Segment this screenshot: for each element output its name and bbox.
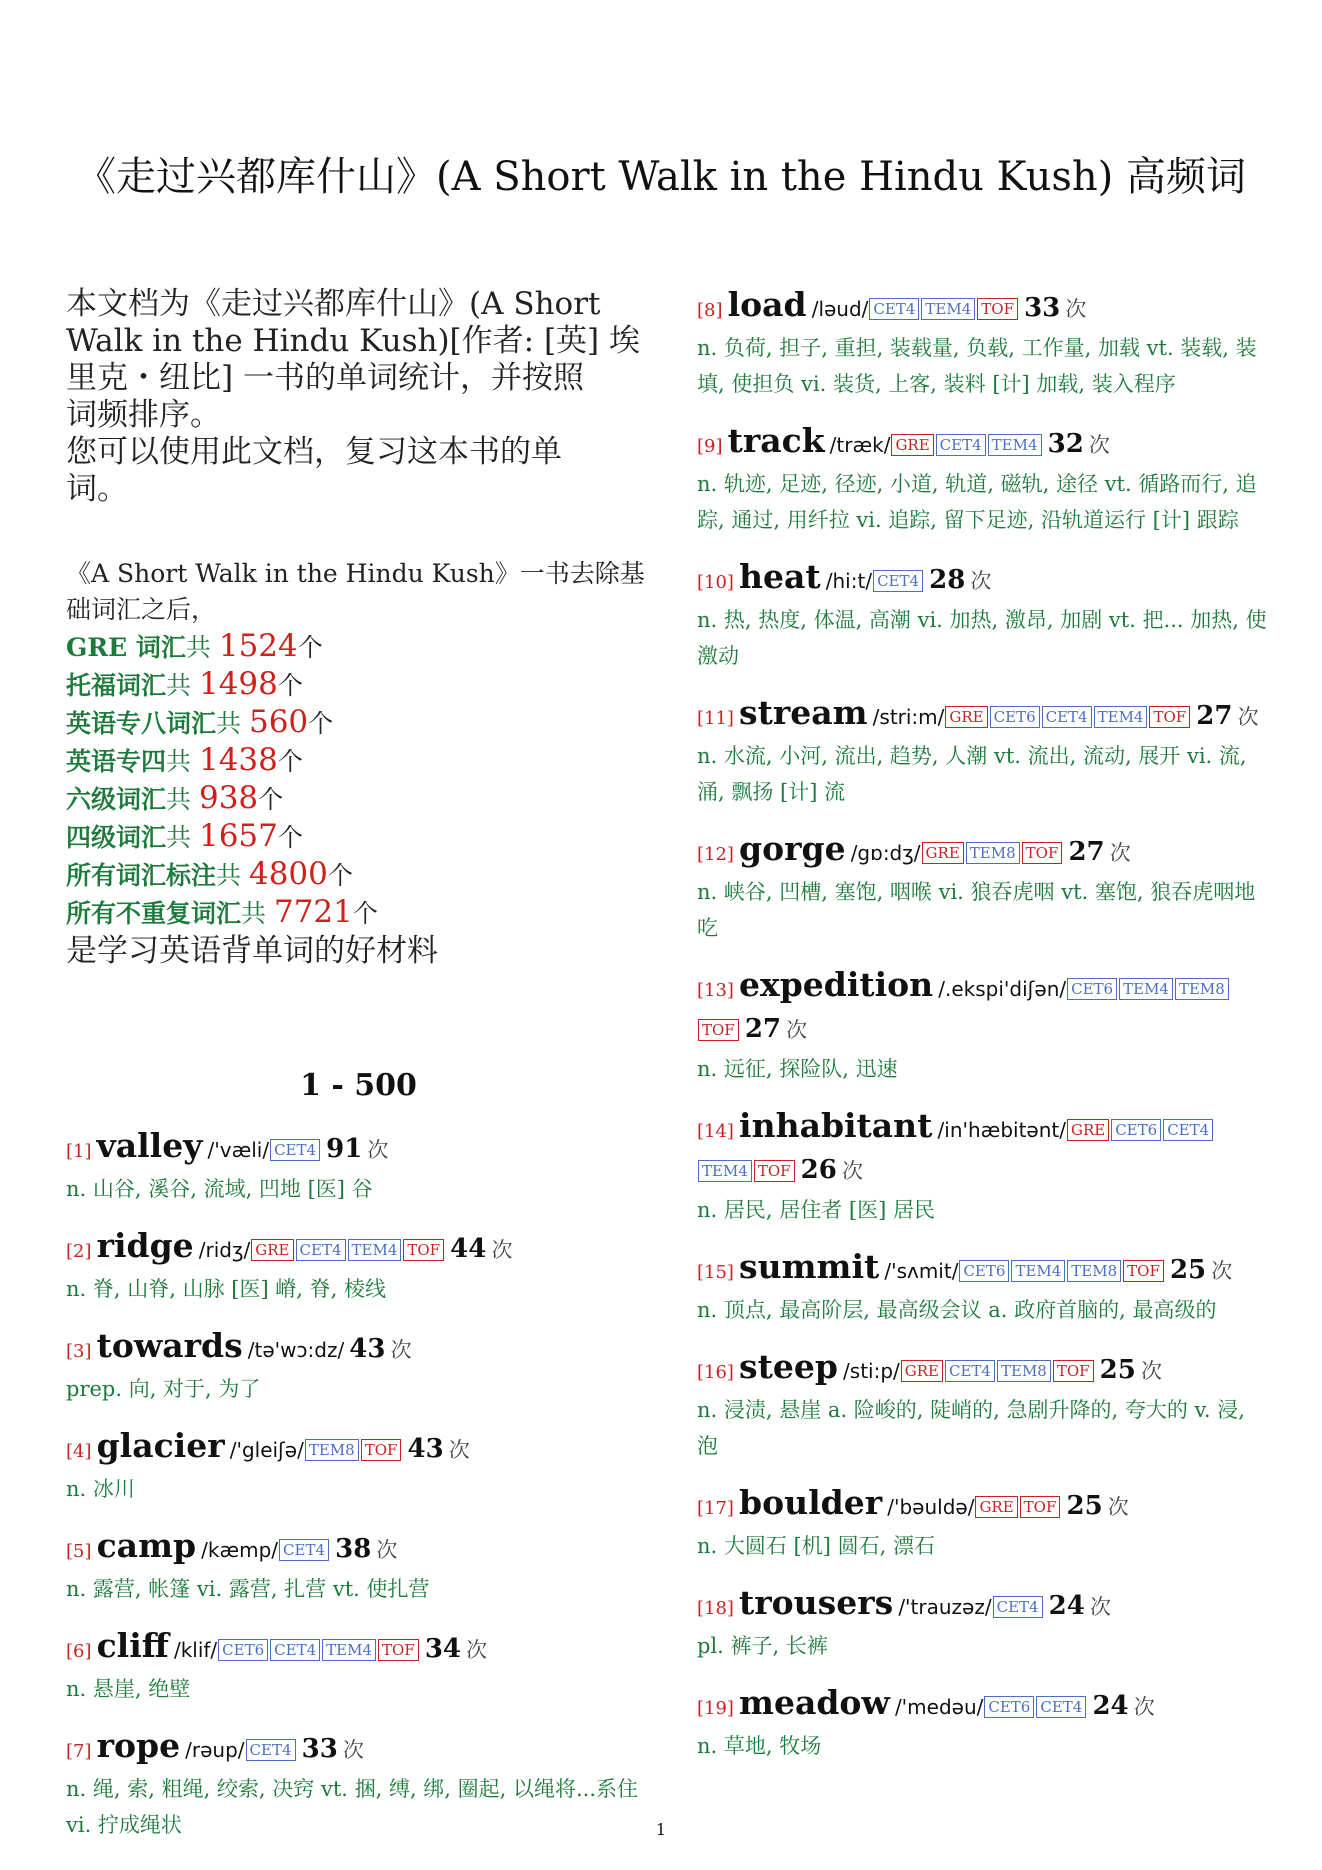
exam-tag: GRE bbox=[975, 1496, 1017, 1518]
entry-head bbox=[697, 1684, 1267, 1728]
entry-phonetic: /klif/ bbox=[173, 1638, 218, 1662]
stat-line-toefl bbox=[66, 666, 651, 704]
entry-count-unit: 次 bbox=[342, 1738, 364, 1762]
entry-count: 33 bbox=[1024, 293, 1061, 323]
entry-definition: n. 大圆石 [机] 圆石, 漂石 bbox=[697, 1534, 935, 1558]
entry-head bbox=[697, 1348, 1267, 1392]
entry-phonetic: /tə'wɔ:dz/ bbox=[247, 1338, 345, 1362]
exam-tag: TEM4 bbox=[348, 1239, 402, 1261]
right-column bbox=[697, 286, 1267, 1784]
entry-definition: n. 峡谷, 凹槽, 塞饱, 咽喉 vi. 狼吞虎咽 vt. 塞饱, 狼吞虎咽地吃 bbox=[697, 880, 1256, 940]
entry-head bbox=[697, 1584, 1267, 1628]
entry-head bbox=[697, 694, 1267, 738]
stat-line-tem8 bbox=[66, 704, 651, 742]
stat-unit: 个 bbox=[258, 785, 284, 814]
entry-index: [16] bbox=[697, 1362, 734, 1383]
entry-phonetic: /ridʒ/ bbox=[198, 1238, 251, 1262]
intro-paragraph bbox=[66, 286, 651, 508]
entry-count-unit: 次 bbox=[466, 1638, 488, 1662]
entry-count: 32 bbox=[1047, 429, 1084, 459]
exam-tag: GRE bbox=[901, 1360, 943, 1382]
stat-count: 1498 bbox=[198, 666, 278, 702]
vocab-entry bbox=[66, 1627, 651, 1707]
stat-unit: 个 bbox=[277, 671, 303, 700]
exam-tag: TEM4 bbox=[988, 434, 1042, 456]
exam-tag: TEM8 bbox=[1175, 978, 1229, 1000]
entry-word: inhabitant bbox=[739, 1106, 933, 1145]
entry-count: 38 bbox=[335, 1534, 372, 1564]
entry-word: load bbox=[727, 285, 807, 324]
entry-phonetic: /rəup/ bbox=[185, 1738, 245, 1762]
entry-word: ridge bbox=[96, 1226, 194, 1265]
entry-index: [1] bbox=[66, 1141, 92, 1162]
entry-definition: n. 负荷, 担子, 重担, 装载量, 负载, 工作量, 加载 vt. 装载, 装填, 使担负 vi. 装货, 上客, 装料 [计] 加载, 装入程序 bbox=[697, 336, 1257, 396]
vocab-entry bbox=[697, 830, 1267, 946]
entry-word: glacier bbox=[96, 1426, 225, 1465]
entry-count: 44 bbox=[450, 1234, 487, 1264]
stat-line-tem4 bbox=[66, 742, 651, 780]
entry-word: gorge bbox=[739, 829, 846, 868]
exam-tag: CET6 bbox=[218, 1639, 268, 1661]
entry-definition: n. 热, 热度, 体温, 高潮 vi. 加热, 激昂, 加剧 vt. 把... 加热, 使激动 bbox=[697, 608, 1267, 668]
entry-count-unit: 次 bbox=[367, 1138, 389, 1162]
stat-suffix: 共 bbox=[216, 709, 249, 738]
stat-unit: 个 bbox=[297, 633, 323, 662]
stat-line-unique bbox=[66, 894, 651, 932]
stat-label: GRE 词汇 bbox=[66, 633, 186, 662]
exam-tag: TEM8 bbox=[1067, 1260, 1121, 1282]
entry-index: [7] bbox=[66, 1741, 92, 1762]
entry-head bbox=[697, 422, 1267, 466]
stat-count: 1524 bbox=[218, 628, 298, 664]
vocab-entry bbox=[697, 694, 1267, 810]
entry-word: trousers bbox=[739, 1583, 894, 1622]
exam-tag: TOF bbox=[977, 298, 1018, 320]
exam-tag: CET4 bbox=[945, 1360, 995, 1382]
intro-line: 您可以使用此文档，复习这本书的单 bbox=[66, 434, 562, 470]
entry-word: meadow bbox=[739, 1683, 890, 1722]
entry-head bbox=[697, 1107, 1267, 1192]
exam-tag: TOF bbox=[698, 1019, 739, 1041]
exam-tag: TOF bbox=[1022, 842, 1063, 864]
entry-count-unit: 次 bbox=[786, 1018, 808, 1042]
entry-count: 25 bbox=[1066, 1491, 1103, 1521]
stat-label: 托福词汇 bbox=[66, 671, 167, 700]
vocab-entry bbox=[697, 558, 1267, 674]
entry-phonetic: /'trauzəz/ bbox=[898, 1595, 992, 1619]
entry-index: [12] bbox=[697, 844, 734, 865]
stat-suffix: 共 bbox=[241, 899, 274, 928]
exam-tag: CET6 bbox=[959, 1260, 1009, 1282]
entry-count: 27 bbox=[1068, 837, 1105, 867]
exam-tag: TEM4 bbox=[1094, 706, 1148, 728]
entry-head bbox=[697, 966, 1267, 1051]
entry-word: steep bbox=[739, 1347, 838, 1386]
stat-line-cet4 bbox=[66, 818, 651, 856]
stat-label: 英语专八词汇 bbox=[66, 709, 217, 738]
stat-label: 所有词汇标注 bbox=[66, 861, 217, 890]
entry-definition: n. 脊, 山脊, 山脉 [医] 嵴, 脊, 棱线 bbox=[66, 1277, 387, 1301]
entry-index: [8] bbox=[697, 300, 723, 321]
exam-tag: CET4 bbox=[296, 1239, 346, 1261]
entry-count-unit: 次 bbox=[1065, 297, 1087, 321]
entry-head bbox=[66, 1527, 651, 1571]
entry-count-unit: 次 bbox=[970, 569, 992, 593]
entry-count-unit: 次 bbox=[1237, 705, 1259, 729]
stat-unit: 个 bbox=[277, 747, 303, 776]
entry-head bbox=[66, 1327, 651, 1371]
stat-suffix: 共 bbox=[185, 633, 219, 662]
left-column bbox=[66, 286, 651, 1863]
entry-phonetic: /sti:p/ bbox=[843, 1359, 900, 1383]
entry-definition: n. 居民, 居住者 [医] 居民 bbox=[697, 1198, 935, 1222]
entry-index: [3] bbox=[66, 1341, 92, 1362]
vocab-entry bbox=[697, 286, 1267, 402]
entry-definition: n. 水流, 小河, 流出, 趋势, 人潮 vt. 流出, 流动, 展开 vi. 流, 涌, 飘扬 [计] 流 bbox=[697, 744, 1247, 804]
exam-tag: CET4 bbox=[869, 298, 919, 320]
exam-tag: CET4 bbox=[873, 570, 923, 592]
exam-tag: CET4 bbox=[279, 1539, 329, 1561]
entry-phonetic: /'medəu/ bbox=[894, 1695, 984, 1719]
exam-tag: TOF bbox=[1053, 1360, 1094, 1382]
stat-count: 1438 bbox=[198, 742, 278, 778]
page-title: 《走过兴都库什山》(A Short Walk in the Hindu Kush) 高频词 bbox=[76, 154, 1246, 200]
stat-count: 938 bbox=[198, 780, 259, 816]
entry-definition: n. 冰川 bbox=[66, 1477, 135, 1501]
stat-count: 7721 bbox=[273, 894, 353, 930]
exam-tag: TOF bbox=[1149, 706, 1190, 728]
exam-tag: CET4 bbox=[246, 1739, 296, 1761]
entry-phonetic: /'sʌmit/ bbox=[884, 1259, 959, 1283]
entry-count: 24 bbox=[1048, 1591, 1085, 1621]
entry-head bbox=[697, 830, 1267, 874]
exam-tag: GRE bbox=[891, 434, 933, 456]
entry-count-unit: 次 bbox=[1133, 1695, 1155, 1719]
entry-phonetic: /.ekspi'diʃən/ bbox=[938, 977, 1067, 1001]
stat-suffix: 共 bbox=[166, 671, 199, 700]
entry-phonetic: /træk/ bbox=[829, 433, 891, 457]
entry-definition: pl. 裤子, 长裤 bbox=[697, 1634, 828, 1658]
entry-definition: n. 浸渍, 悬崖 a. 险峻的, 陡峭的, 急剧升降的, 夸大的 v. 浸, 泡 bbox=[697, 1398, 1245, 1458]
exam-tag: CET4 bbox=[270, 1139, 320, 1161]
entry-index: [15] bbox=[697, 1262, 734, 1283]
exam-tag: CET4 bbox=[1163, 1119, 1213, 1141]
entry-count: 28 bbox=[929, 565, 966, 595]
exam-tag: CET6 bbox=[1111, 1119, 1161, 1141]
entry-head bbox=[66, 1727, 651, 1771]
entry-head bbox=[66, 1427, 651, 1471]
range-heading: 1 - 500 bbox=[300, 1068, 417, 1103]
stat-count: 1657 bbox=[198, 818, 278, 854]
exam-tag: CET4 bbox=[270, 1639, 320, 1661]
entry-index: [4] bbox=[66, 1441, 92, 1462]
exam-tag: CET4 bbox=[936, 434, 986, 456]
intro-tail: 是学习英语背单词的好材料 bbox=[66, 933, 438, 969]
entry-phonetic: /ləud/ bbox=[811, 297, 869, 321]
entry-count-unit: 次 bbox=[448, 1438, 470, 1462]
entry-count-unit: 次 bbox=[1089, 1595, 1111, 1619]
stat-label: 英语专四 bbox=[66, 747, 167, 776]
vocab-entry bbox=[697, 1684, 1267, 1764]
intro-line: 本文档为《走过兴都库什山》(A Short bbox=[66, 286, 601, 322]
stat-label: 六级词汇 bbox=[66, 785, 167, 814]
vocab-entry bbox=[66, 1127, 651, 1207]
entry-count: 27 bbox=[744, 1014, 781, 1044]
stat-suffix: 共 bbox=[216, 861, 249, 890]
entry-index: [11] bbox=[697, 708, 734, 729]
entry-head bbox=[66, 1627, 651, 1671]
stat-label: 四级词汇 bbox=[66, 823, 167, 852]
entry-count: 34 bbox=[424, 1634, 461, 1664]
entry-count: 91 bbox=[326, 1134, 363, 1164]
exam-tag: CET4 bbox=[1042, 706, 1092, 728]
stat-suffix: 共 bbox=[166, 823, 199, 852]
vocab-entry bbox=[697, 966, 1267, 1087]
entry-count: 26 bbox=[800, 1155, 837, 1185]
exam-tag: GRE bbox=[945, 706, 987, 728]
vocab-entry bbox=[697, 1484, 1267, 1564]
vocab-entry bbox=[697, 1107, 1267, 1228]
exam-tag: CET4 bbox=[1036, 1696, 1086, 1718]
entry-list-left bbox=[66, 1127, 651, 1843]
intro-line: Walk in the Hindu Kush)[作者: [英] 埃 bbox=[66, 323, 640, 359]
entry-index: [18] bbox=[697, 1598, 734, 1619]
entry-index: [13] bbox=[697, 980, 734, 1001]
entry-word: rope bbox=[96, 1726, 181, 1765]
entry-definition: n. 草地, 牧场 bbox=[697, 1734, 822, 1758]
stat-unit: 个 bbox=[352, 899, 378, 928]
entry-phonetic: /'væli/ bbox=[207, 1138, 270, 1162]
stat-suffix: 共 bbox=[166, 785, 199, 814]
entry-phonetic: /kæmp/ bbox=[201, 1538, 279, 1562]
stat-suffix: 共 bbox=[166, 747, 199, 776]
exam-tag: TEM8 bbox=[997, 1360, 1051, 1382]
entry-count-unit: 次 bbox=[1211, 1259, 1233, 1283]
entry-head bbox=[66, 1127, 651, 1171]
vocab-entry bbox=[697, 1348, 1267, 1464]
entry-head bbox=[66, 1227, 651, 1271]
stat-count: 4800 bbox=[248, 856, 328, 892]
stat-unit: 个 bbox=[327, 861, 353, 890]
entry-count-unit: 次 bbox=[1140, 1359, 1162, 1383]
entry-list-right bbox=[697, 286, 1267, 1764]
exam-tag: CET6 bbox=[1067, 978, 1117, 1000]
exam-tag: TOF bbox=[1020, 1496, 1061, 1518]
entry-word: heat bbox=[739, 557, 821, 596]
entry-index: [6] bbox=[66, 1641, 92, 1662]
entry-count: 43 bbox=[349, 1334, 386, 1364]
entry-word: towards bbox=[96, 1326, 243, 1365]
entry-count-unit: 次 bbox=[1107, 1495, 1129, 1519]
entry-count-unit: 次 bbox=[841, 1159, 863, 1183]
exam-tag: TEM4 bbox=[921, 298, 975, 320]
entry-word: cliff bbox=[96, 1626, 169, 1665]
exam-tag: TOF bbox=[403, 1239, 444, 1261]
entry-phonetic: /hi:t/ bbox=[825, 569, 873, 593]
entry-phonetic: /gɒ:dʒ/ bbox=[850, 841, 921, 865]
entry-phonetic: /'bəuldə/ bbox=[887, 1495, 975, 1519]
entry-head bbox=[697, 1248, 1267, 1292]
entry-word: boulder bbox=[739, 1483, 883, 1522]
intro-lead: 《A Short Walk in the Hindu Kush》一书去除基础词汇之后， bbox=[66, 559, 645, 624]
stat-label: 所有不重复词汇 bbox=[66, 899, 242, 928]
entry-word: stream bbox=[739, 693, 868, 732]
entry-count: 25 bbox=[1099, 1355, 1136, 1385]
entry-phonetic: /'gleiʃə/ bbox=[229, 1438, 304, 1462]
stat-unit: 个 bbox=[308, 709, 334, 738]
entry-count: 24 bbox=[1092, 1691, 1129, 1721]
vocab-entry bbox=[697, 1248, 1267, 1328]
intro-line: 词频排序。 bbox=[66, 397, 221, 433]
entry-head bbox=[697, 1484, 1267, 1528]
entry-definition: n. 轨迹, 足迹, 径迹, 小道, 轨道, 磁轨, 途径 vt. 循路而行, 追踪, 通过, 用纤拉 vi. 追踪, 留下足迹, 沿轨道运行 [计] 跟踪 bbox=[697, 472, 1257, 532]
entry-count-unit: 次 bbox=[376, 1538, 398, 1562]
entry-index: [17] bbox=[697, 1498, 734, 1519]
entry-index: [19] bbox=[697, 1698, 734, 1719]
exam-tag: CET6 bbox=[990, 706, 1040, 728]
entry-word: valley bbox=[96, 1126, 203, 1165]
entry-count-unit: 次 bbox=[1109, 841, 1131, 865]
entry-count: 33 bbox=[301, 1734, 338, 1764]
vocab-entry bbox=[66, 1227, 651, 1307]
exam-tag: GRE bbox=[251, 1239, 293, 1261]
entry-definition: prep. 向, 对于, 为了 bbox=[66, 1377, 261, 1401]
entry-definition: n. 顶点, 最高阶层, 最高级会议 a. 政府首脑的, 最高级的 bbox=[697, 1298, 1217, 1322]
entry-definition: n. 露营, 帐篷 vi. 露营, 扎营 vt. 使扎营 bbox=[66, 1577, 430, 1601]
entry-word: track bbox=[727, 421, 825, 460]
entry-count-unit: 次 bbox=[390, 1338, 412, 1362]
entry-phonetic: /in'hæbitənt/ bbox=[937, 1118, 1066, 1142]
entry-index: [9] bbox=[697, 436, 723, 457]
exam-tag: TEM8 bbox=[966, 842, 1020, 864]
entry-index: [10] bbox=[697, 572, 734, 593]
page-number: 1 bbox=[655, 1820, 667, 1839]
entry-word: camp bbox=[96, 1526, 197, 1565]
entry-definition: n. 远征, 探险队, 迅速 bbox=[697, 1057, 898, 1081]
entry-word: expedition bbox=[739, 965, 934, 1004]
vocab-entry bbox=[66, 1327, 651, 1407]
vocab-entry bbox=[66, 1527, 651, 1607]
exam-tag: TOF bbox=[361, 1439, 402, 1461]
exam-tag: TOF bbox=[754, 1160, 795, 1182]
entry-word: summit bbox=[739, 1247, 880, 1286]
entry-count-unit: 次 bbox=[1088, 433, 1110, 457]
intro-line: 里克・纽比] 一书的单词统计，并按照 bbox=[66, 360, 584, 396]
exam-tag: TEM4 bbox=[1119, 978, 1173, 1000]
exam-tag: CET4 bbox=[993, 1596, 1043, 1618]
stat-unit: 个 bbox=[277, 823, 303, 852]
entry-index: [14] bbox=[697, 1121, 734, 1142]
entry-index: [2] bbox=[66, 1241, 92, 1262]
exam-tag: TOF bbox=[1123, 1260, 1164, 1282]
stat-line-all-tagged bbox=[66, 856, 651, 894]
entry-count: 25 bbox=[1169, 1255, 1207, 1285]
entry-definition: n. 悬崖, 绝壁 bbox=[66, 1677, 191, 1701]
exam-tag: GRE bbox=[1067, 1119, 1109, 1141]
vocab-entry bbox=[697, 422, 1267, 538]
vocab-entry bbox=[66, 1427, 651, 1507]
stat-count: 560 bbox=[248, 704, 309, 740]
exam-tag: TEM4 bbox=[1011, 1260, 1065, 1282]
entry-head bbox=[697, 558, 1267, 602]
exam-tag: CET6 bbox=[984, 1696, 1034, 1718]
entry-count: 27 bbox=[1196, 701, 1233, 731]
entry-count-unit: 次 bbox=[491, 1238, 513, 1262]
stat-line-cet6 bbox=[66, 780, 651, 818]
entry-index: [5] bbox=[66, 1541, 92, 1562]
exam-tag: TOF bbox=[378, 1639, 419, 1661]
exam-tag: TEM4 bbox=[698, 1160, 752, 1182]
entry-phonetic: /stri:m/ bbox=[872, 705, 945, 729]
entry-count: 43 bbox=[407, 1434, 444, 1464]
vocab-entry bbox=[697, 1584, 1267, 1664]
exam-tag: TEM8 bbox=[305, 1439, 359, 1461]
stat-line-gre bbox=[66, 628, 651, 666]
entry-definition: n. 绳, 索, 粗绳, 绞索, 决窍 vt. 捆, 缚, 绑, 圈起, 以绳将...系住 vi. 拧成绳状 bbox=[66, 1777, 639, 1837]
entry-head bbox=[697, 286, 1267, 330]
intro-line: 词。 bbox=[66, 471, 128, 507]
stats-list bbox=[66, 628, 651, 932]
exam-tag: GRE bbox=[922, 842, 964, 864]
exam-tag: TEM4 bbox=[322, 1639, 376, 1661]
entry-definition: n. 山谷, 溪谷, 流域, 凹地 [医] 谷 bbox=[66, 1177, 373, 1201]
